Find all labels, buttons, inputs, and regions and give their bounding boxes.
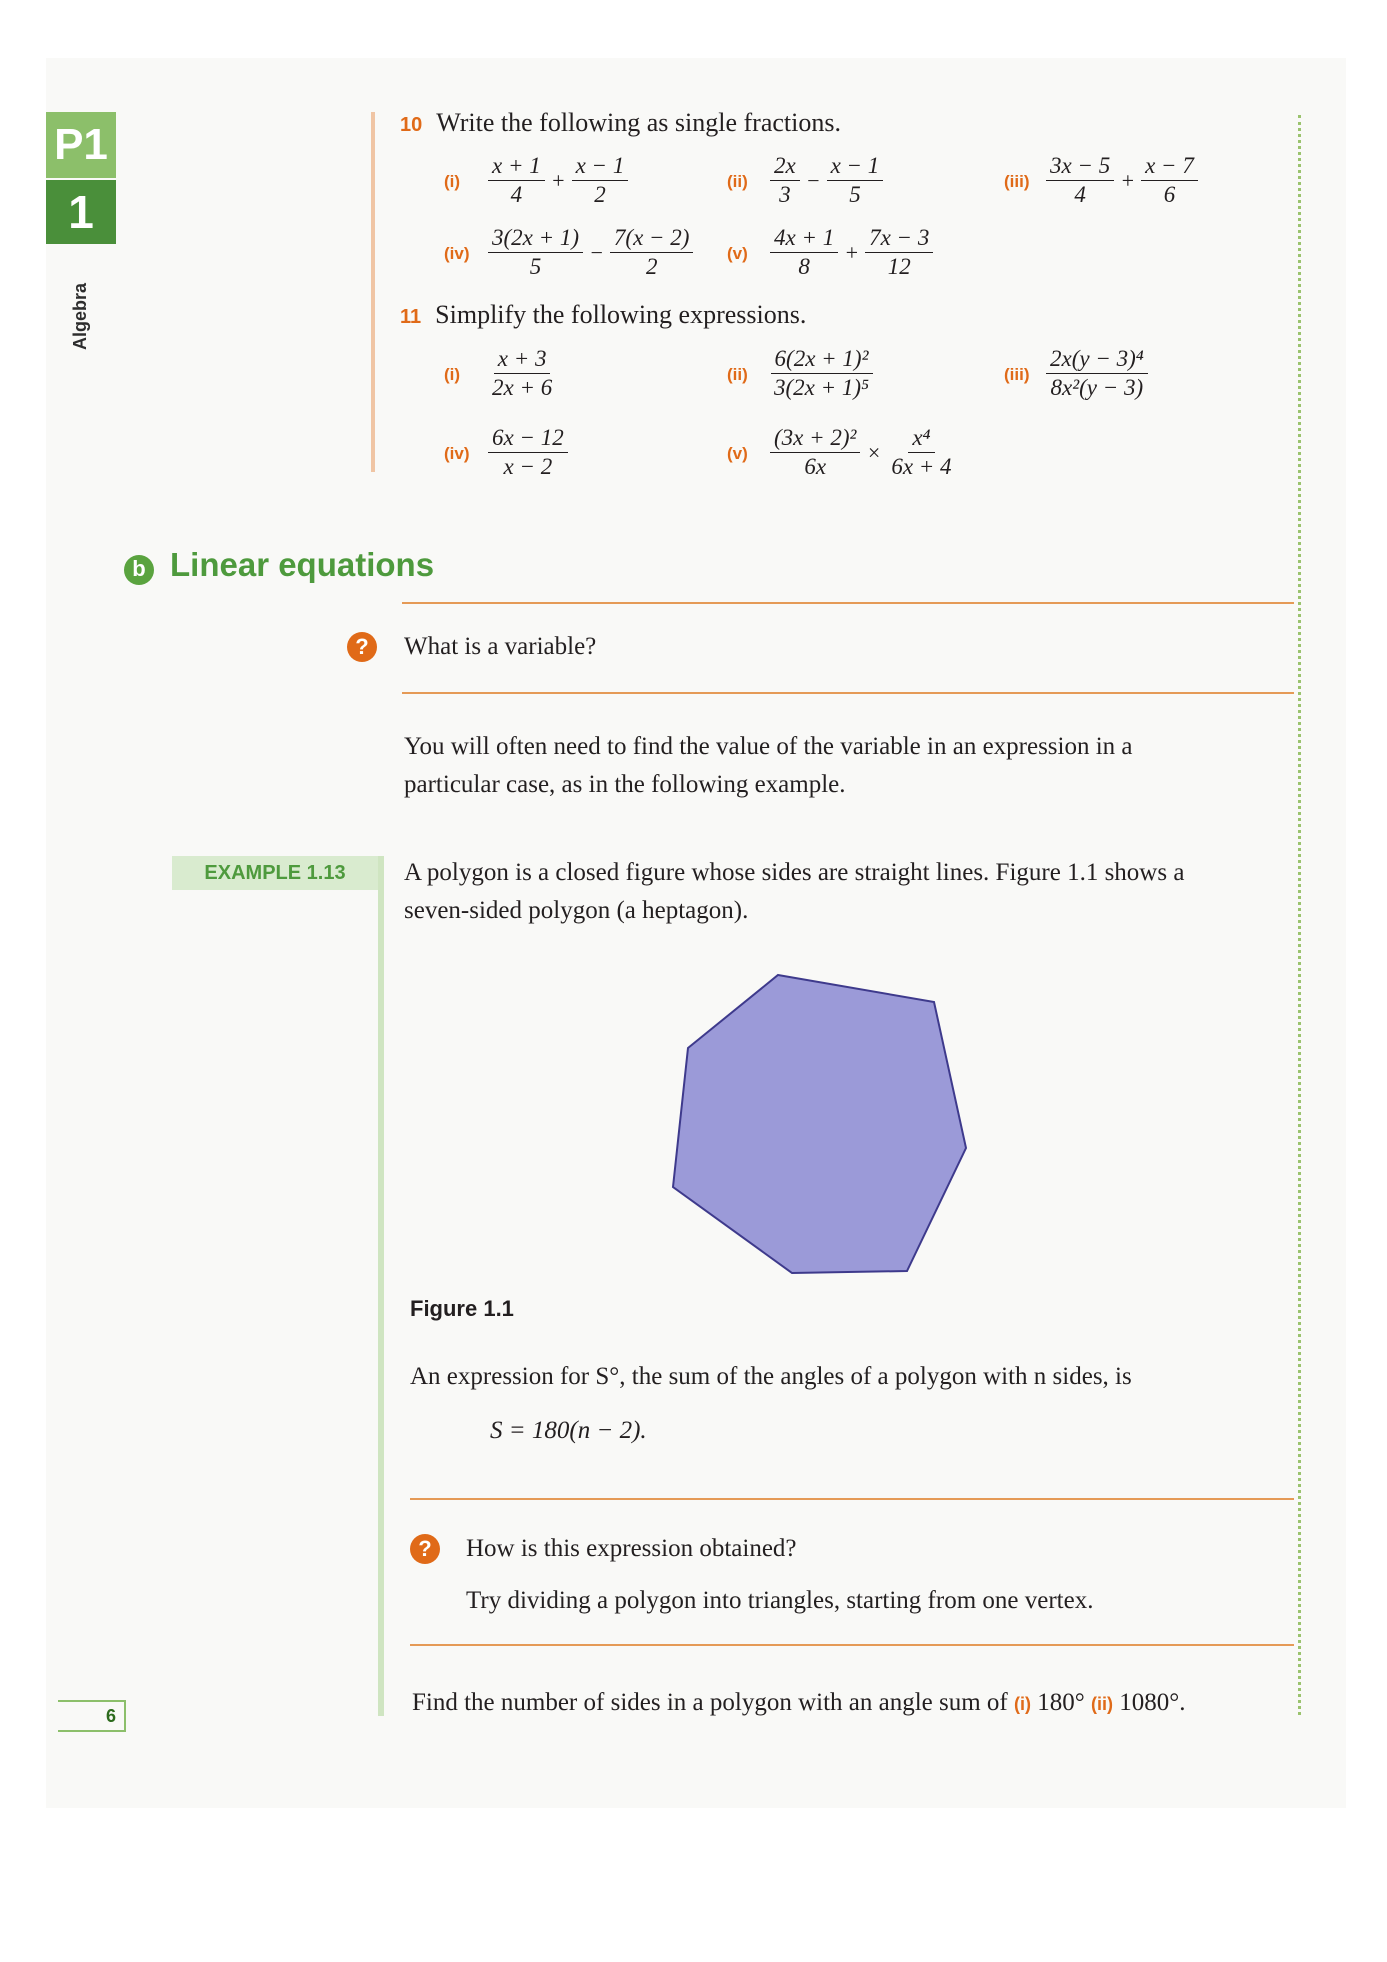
fraction-expression: $\frac{\text{(3x + 2)²}}{6x}$ × $\frac{\text{x⁴}}{6x + 4}$ xyxy=(770,424,956,481)
question-text: What is a variable? xyxy=(404,633,597,660)
heptagon-shape xyxy=(673,975,966,1273)
question-icon: ? xyxy=(410,1534,440,1564)
example-label: EXAMPLE 1.13 xyxy=(172,856,378,890)
part-label: (ii) xyxy=(1091,1694,1114,1714)
exercise-number: 11 xyxy=(400,306,422,328)
exercise-11-heading xyxy=(400,300,806,330)
paragraph-line: A polygon is a closed figure whose sides are straight lines. Figure 1.1 shows a xyxy=(404,859,1185,886)
final-question xyxy=(412,1684,1186,1723)
fraction-expression: $\frac{6x - 12}{x - 2}$ xyxy=(488,424,568,481)
part-label: (v) xyxy=(727,244,748,263)
divider xyxy=(402,692,1294,694)
figure-label: Figure 1.1 xyxy=(410,1296,514,1321)
part-label: (v) xyxy=(727,444,748,463)
page-number-box xyxy=(58,1700,126,1732)
section-b-icon: b xyxy=(124,555,154,585)
heptagon-figure xyxy=(660,966,990,1286)
part-label: (i) xyxy=(444,172,461,191)
part-label: (iv) xyxy=(444,444,470,463)
exercise-10-heading xyxy=(400,108,841,138)
part-label: (iii) xyxy=(1004,365,1030,384)
section-title: Linear equations xyxy=(170,546,435,583)
divider xyxy=(402,602,1294,604)
part-label: (i) xyxy=(444,365,461,384)
final-question-text: Find the number of sides in a polygon with an angle sum of xyxy=(412,1689,1008,1716)
fraction-expression: $\frac{\text{6(2x + 1)²}}{\text{3(2x + 1)⁵}}$ xyxy=(770,345,873,402)
exercise-number: 10 xyxy=(400,114,423,136)
fraction-expression: $\frac{x + 3}{2x + 6}$ xyxy=(492,346,553,400)
divider xyxy=(410,1498,1294,1500)
part-label: (iv) xyxy=(444,244,470,263)
part-label: (iii) xyxy=(1004,172,1030,191)
part-label: (i) xyxy=(1014,1694,1032,1714)
paragraph-line: seven-sided polygon (a heptagon). xyxy=(404,897,749,924)
page-number: 6 xyxy=(105,1706,116,1726)
fraction-expression: $\frac{3x - 5}{4}$ + $\frac{x - 7}{6}$ xyxy=(1046,152,1198,209)
fraction-expression: $\frac{3(2x + 1)}{5}$ − $\frac{7(x - 2)}{2}$ xyxy=(488,224,693,281)
fraction-expression: $\frac{x + 1}{4}$ + $\frac{x - 1}{2}$ xyxy=(488,152,628,209)
part-label: (ii) xyxy=(727,365,748,384)
paragraph-line: You will often need to find the value of the variable in an expression in a xyxy=(404,733,1133,760)
fraction-expression: $\frac{2x}{3}$ − $\frac{x - 1}{5}$ xyxy=(770,152,883,209)
formula: S = 180(n − 2). xyxy=(490,1417,647,1444)
question-text: How is this expression obtained? xyxy=(466,1535,797,1562)
question-icon: ? xyxy=(347,632,377,662)
exercise-bar xyxy=(371,112,375,472)
exercise-prompt: Write the following as single fractions. xyxy=(436,108,841,137)
exercise-prompt: Simplify the following expressions. xyxy=(435,300,807,329)
fraction-expression: $\frac{\text{2x(y − 3)⁴}}{\text{8x²(y − 3)}}$ xyxy=(1046,345,1148,402)
hint-text: Try dividing a polygon into triangles, starting from one vertex. xyxy=(466,1587,1094,1614)
example-bar xyxy=(378,856,384,1716)
paragraph-line: An expression for S°, the sum of the angles of a polygon with n sides, is xyxy=(410,1363,1132,1390)
chapter-number: 1 xyxy=(46,180,116,244)
paragraph-line: particular case, as in the following example. xyxy=(404,771,846,798)
chapter-title: Algebra xyxy=(70,282,90,350)
margin-dotted-line xyxy=(1298,115,1301,1715)
part-label: (ii) xyxy=(727,172,748,191)
divider xyxy=(410,1644,1294,1646)
part-value: 1080°. xyxy=(1119,1689,1186,1716)
part-value: 180° xyxy=(1037,1689,1085,1716)
tab-label: P1 xyxy=(46,112,116,178)
fraction-expression: $\frac{4x + 1}{8}$ + $\frac{7x - 3}{12}$ xyxy=(770,224,933,281)
